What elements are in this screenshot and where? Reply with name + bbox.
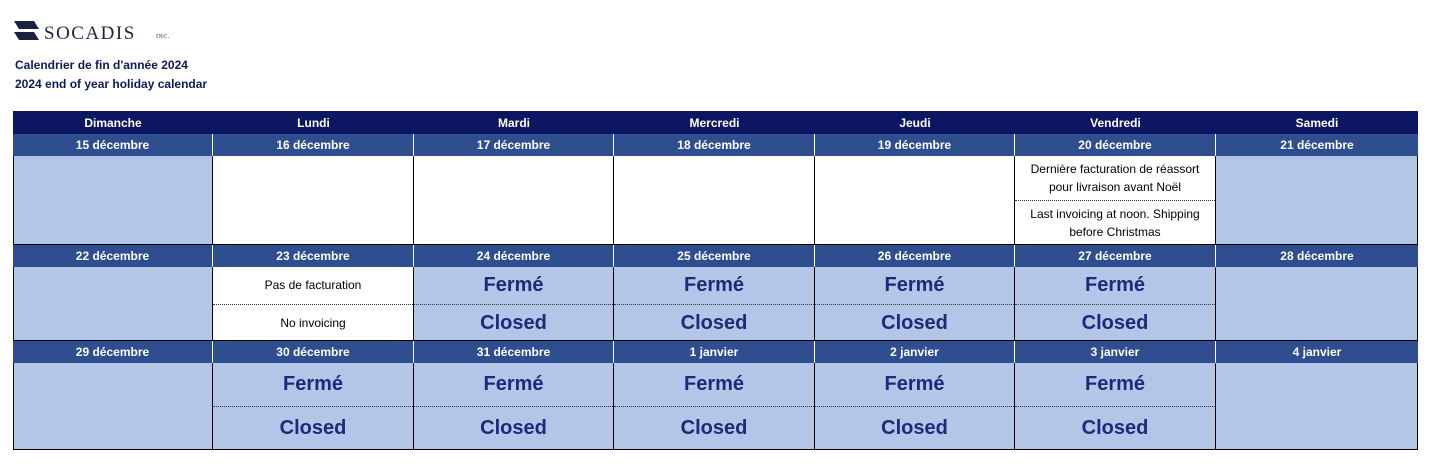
day-cell	[1015, 267, 1216, 341]
status-en: Closed	[480, 417, 547, 439]
date-label: 23 décembre	[213, 245, 414, 267]
day-header: Dimanche	[13, 111, 213, 134]
day-header: Jeudi	[815, 111, 1015, 134]
day-cell	[414, 156, 614, 245]
date-label: 22 décembre	[13, 245, 213, 267]
day-header: Mercredi	[614, 111, 815, 134]
status-fr: Fermé	[884, 273, 945, 296]
date-label: 16 décembre	[213, 134, 414, 156]
day-header: Lundi	[213, 111, 414, 134]
day-header: Samedi	[1216, 111, 1418, 134]
day-cell	[815, 267, 1015, 341]
status-en: Closed	[279, 417, 347, 439]
day-cell	[414, 267, 614, 341]
dotted-divider	[414, 406, 613, 407]
status-en: Closed	[1081, 311, 1149, 334]
date-label: 2 janvier	[815, 341, 1015, 363]
status-fr: Fermé	[884, 372, 945, 395]
date-label: 21 décembre	[1216, 134, 1418, 156]
dotted-divider	[1015, 304, 1215, 305]
status-en: Closed	[881, 311, 948, 334]
date-label: 30 décembre	[213, 341, 414, 363]
status-fr: Fermé	[683, 273, 745, 296]
day-header: Vendredi	[1015, 111, 1216, 134]
day-header: Mardi	[414, 111, 614, 134]
note-fr: Dernière facturation de réassort pour livraison avant Noël	[1030, 161, 1200, 194]
dotted-divider	[1015, 406, 1215, 407]
day-cell	[213, 363, 414, 450]
day-cell	[1015, 156, 1216, 245]
brand-suffix: INC.	[156, 34, 170, 40]
dotted-divider	[213, 406, 413, 407]
page-title-en: 2024 end of year holiday calendar	[15, 77, 208, 91]
day-cell	[815, 363, 1015, 450]
dotted-divider	[414, 304, 613, 305]
date-label: 24 décembre	[414, 245, 614, 267]
status-fr: Fermé	[483, 273, 544, 296]
date-label: 15 décembre	[13, 134, 213, 156]
date-label: 3 janvier	[1015, 341, 1216, 363]
date-label: 17 décembre	[414, 134, 614, 156]
day-cell	[614, 267, 815, 341]
dotted-divider	[1015, 200, 1215, 201]
status-fr: Fermé	[1084, 372, 1146, 395]
date-label: 4 janvier	[1216, 341, 1418, 363]
day-cell	[614, 363, 815, 450]
date-label: 27 décembre	[1015, 245, 1216, 267]
status-fr: Fermé	[483, 372, 544, 395]
date-label: 1 janvier	[614, 341, 815, 363]
day-cell	[414, 363, 614, 450]
status-fr: Fermé	[1084, 273, 1146, 296]
note-fr: Pas de facturation	[264, 278, 362, 292]
dotted-divider	[815, 406, 1014, 407]
dotted-divider	[614, 304, 814, 305]
status-fr: Fermé	[282, 372, 344, 395]
status-en: Closed	[881, 417, 948, 439]
status-fr: Fermé	[683, 372, 745, 395]
day-cell	[614, 156, 815, 245]
socadis-logo-mark-icon	[14, 21, 40, 43]
status-en: Closed	[1081, 417, 1149, 439]
date-label: 20 décembre	[1015, 134, 1216, 156]
day-cell	[13, 363, 213, 450]
status-en: Closed	[680, 311, 748, 334]
date-label: 18 décembre	[614, 134, 815, 156]
day-cell	[1015, 363, 1216, 450]
day-cell	[13, 267, 213, 341]
note-en: Last invoicing at noon. Shipping before Christmas	[1030, 207, 1200, 239]
day-cell	[13, 156, 213, 245]
dotted-divider	[213, 304, 413, 305]
day-cell	[1216, 363, 1418, 450]
status-en: Closed	[680, 417, 748, 439]
holiday-calendar	[13, 111, 1418, 450]
day-cell	[213, 156, 414, 245]
date-label: 19 décembre	[815, 134, 1015, 156]
date-label: 26 décembre	[815, 245, 1015, 267]
status-en: Closed	[480, 311, 547, 334]
day-cell	[1216, 156, 1418, 245]
day-cell	[213, 267, 414, 341]
dotted-divider	[815, 304, 1014, 305]
dotted-divider	[614, 406, 814, 407]
date-label: 29 décembre	[13, 341, 213, 363]
note-en: No invoicing	[280, 316, 346, 330]
date-label: 28 décembre	[1216, 245, 1418, 267]
page-title-fr: Calendrier de fin d'année 2024	[15, 58, 188, 72]
date-label: 25 décembre	[614, 245, 815, 267]
day-cell	[1216, 267, 1418, 341]
brand-name: SOCADIS	[44, 23, 136, 44]
date-label: 31 décembre	[414, 341, 614, 363]
day-cell	[815, 156, 1015, 245]
